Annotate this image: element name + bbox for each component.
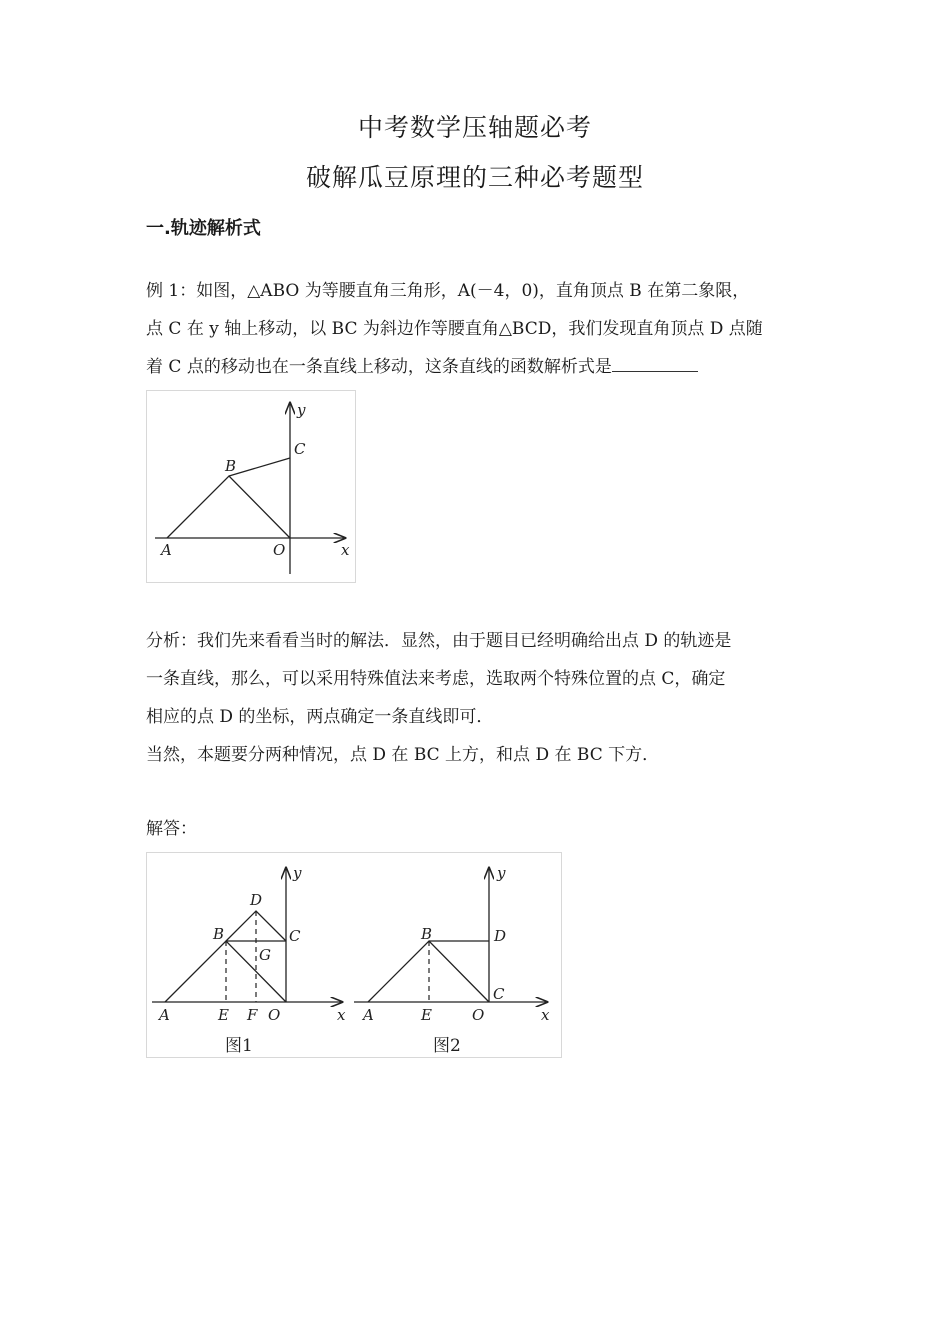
example-line-2: 点 C 在 y 轴上移动，以 BC 为斜边作等腰直角△BCD，我们发现直角顶点 D 点随	[146, 319, 763, 339]
solution-figure-2	[354, 864, 550, 1056]
fig1-label-o: O	[268, 1006, 281, 1024]
fig2-label-o: O	[472, 1006, 485, 1024]
fig1-label-f: F	[247, 1006, 258, 1024]
fig1-label-d: D	[250, 891, 263, 909]
fig2-caption: 图2	[433, 1036, 461, 1056]
fig2-label-b: B	[421, 925, 433, 943]
fig2-label-d: D	[494, 927, 507, 945]
fig2-label-a: A	[363, 1006, 374, 1024]
answer-blank	[612, 351, 698, 372]
analysis-line-4: 当然，本题要分两种情况，点 D 在 BC 上方，和点 D 在 BC 下方．	[146, 745, 660, 765]
page-subtitle: 破解瓜豆原理的三种必考题型	[305, 163, 644, 192]
page-title: 中考数学压轴题必考	[357, 113, 592, 142]
fig2-label-c: C	[493, 985, 505, 1003]
fig1-label-x: x	[337, 1006, 346, 1024]
fig1-label-g: G	[259, 946, 271, 964]
section-heading: 一.轨迹解析式	[146, 218, 261, 239]
fig2-label-e: E	[421, 1006, 432, 1024]
label-c: C	[294, 440, 306, 458]
fig1-label-a: A	[159, 1006, 170, 1024]
fig1-caption: 图1	[225, 1036, 253, 1056]
fig2-label-y: y	[497, 864, 506, 882]
example-line-1: 例 1：如图，△ABO 为等腰直角三角形，A(－4，0)，直角顶点 B 在第二象限，	[146, 281, 750, 301]
example-figure	[146, 390, 356, 583]
label-y: y	[297, 401, 306, 419]
solution-figures-svg	[147, 853, 561, 1057]
label-a: A	[161, 541, 172, 559]
example-line-3-text: 着 C 点的移动也在一条直线上移动，这条直线的函数解析式是	[146, 357, 612, 377]
analysis-line-3: 相应的点 D 的坐标，两点确定一条直线即可．	[146, 707, 494, 727]
solution-figures	[146, 852, 562, 1058]
fig1-label-c: C	[289, 927, 301, 945]
segment-bc	[229, 458, 290, 476]
example-line-3	[146, 348, 698, 386]
answer-label: 解答：	[146, 819, 197, 839]
label-b: B	[225, 457, 237, 475]
analysis-line-2: 一条直线，那么，可以采用特殊值法来考虑，选取两个特殊位置的点 C，确定	[146, 669, 726, 689]
analysis-line-1: 分析：我们先来看看当时的解法．显然，由于题目已经明确给出点 D 的轨迹是	[146, 631, 732, 651]
label-x: x	[341, 541, 350, 559]
example-figure-svg	[147, 391, 355, 582]
triangle-abo	[167, 476, 290, 538]
fig1-label-b: B	[213, 925, 225, 943]
fig1-label-e: E	[218, 1006, 229, 1024]
fig2-label-x: x	[541, 1006, 550, 1024]
fig1-label-y: y	[293, 864, 302, 882]
label-o: O	[273, 541, 286, 559]
solution-figure-1	[152, 864, 346, 1056]
